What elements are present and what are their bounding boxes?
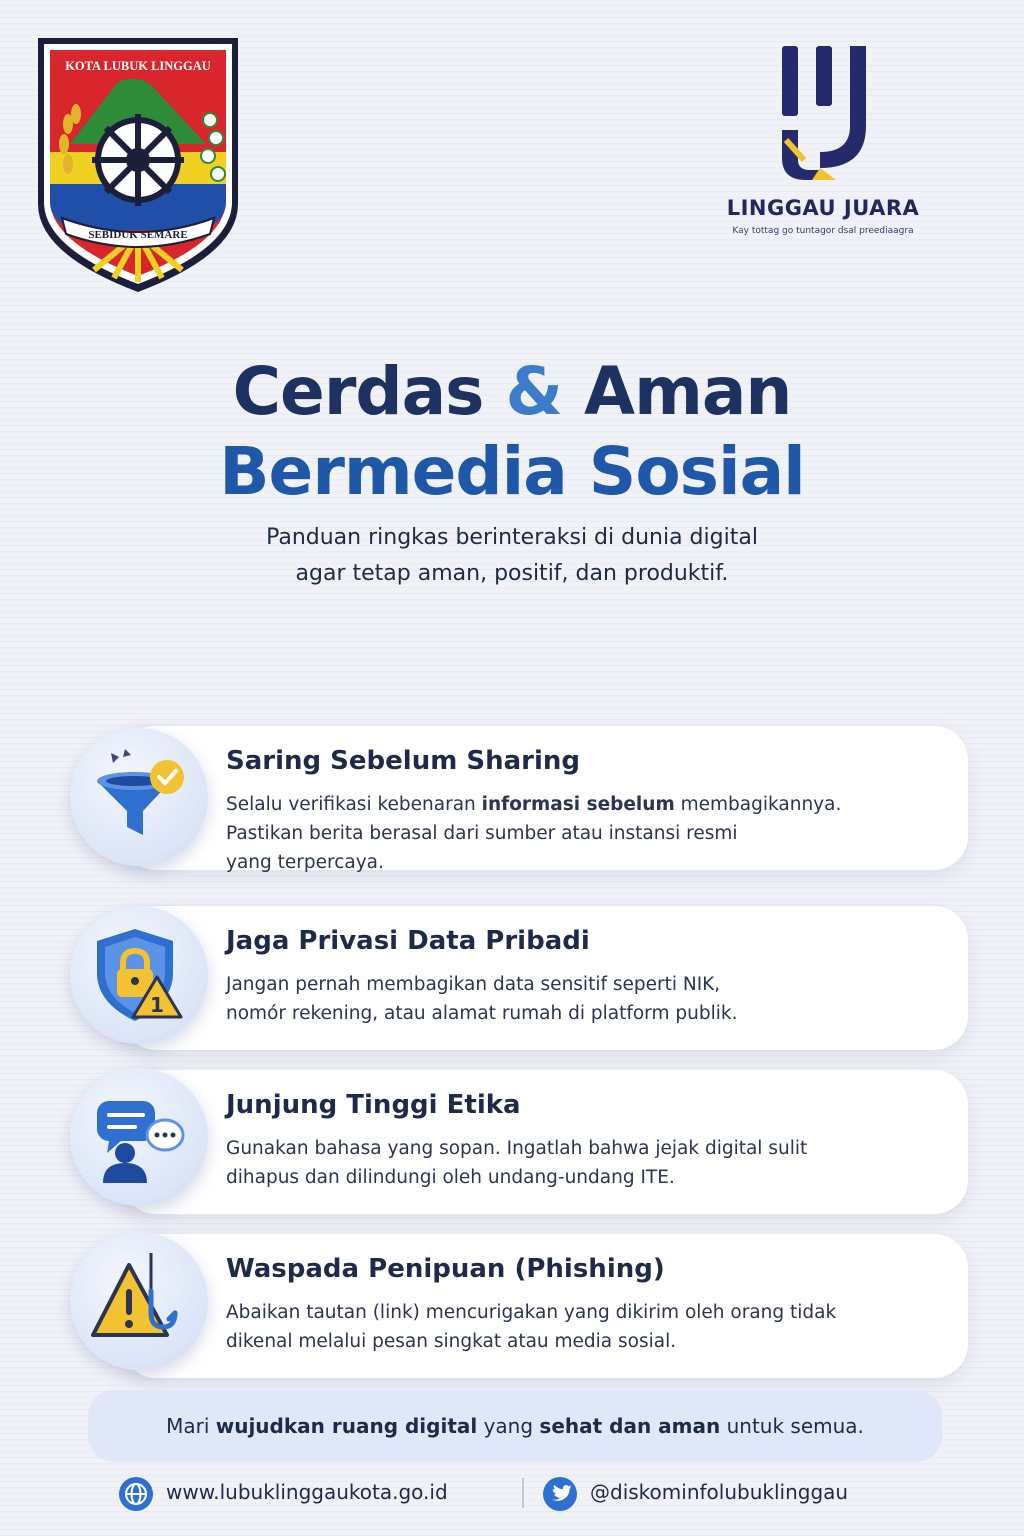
title-part2: Aman (583, 353, 792, 430)
tip-text: Selalu verifikasi kebenaran informasi sebelum membagikannya. Pastikan berita berasal dari sumber atau instansi resmi yang terpercaya. (226, 794, 842, 873)
tip-title: Waspada Penipuan (Phishing) (226, 1254, 665, 1284)
footer-twitter[interactable] (542, 1476, 942, 1512)
brand-name: LINGGAU JUARA (726, 196, 920, 220)
brand-tagline: Kay tottag go tuntagor dsal preediaagra (732, 226, 914, 236)
title-ampersand: & (505, 353, 562, 430)
title-line2: Bermedia Sosial (219, 433, 805, 510)
tip-text: Abaikan tautan (link) mencurigakan yang dikirim oleh orang tidak dikenal melalui pesan singkat atau media sosial. (226, 1302, 837, 1352)
globe-icon (118, 1476, 154, 1512)
chat-user-icon (70, 1068, 208, 1206)
funnel-check-icon (70, 728, 208, 866)
tip-title: Saring Sebelum Sharing (226, 746, 580, 776)
tip-card-saring (122, 726, 968, 873)
twitter-icon (542, 1476, 578, 1512)
subtitle-line2: agar tetap aman, positif, dan produktif. (295, 561, 729, 586)
tip-card-privasi (122, 906, 968, 1050)
footer-divider (522, 1478, 524, 1508)
svg-text:1: 1 (150, 993, 164, 1017)
closing-banner: Mari wujudkan ruang digital yang sehat dan aman untuk semua. (88, 1390, 942, 1462)
crest-motto: SEBIDUK SEMARE (88, 229, 188, 241)
page-subtitle (112, 520, 912, 592)
crest-top-text: KOTA LUBUK LINGGAU (65, 59, 211, 73)
shield-lock-icon (70, 906, 208, 1044)
tip-card-etika (122, 1070, 968, 1214)
subtitle-line1: Panduan ringkas berinteraksi di dunia digital (266, 525, 758, 550)
website-link[interactable]: www.lubuklinggaukota.go.id (166, 1480, 448, 1504)
title-part1: Cerdas (232, 353, 484, 430)
tip-title: Jaga Privasi Data Pribadi (226, 926, 590, 956)
tip-text: Jangan pernah membagikan data sensitif seperti NIK, nomór rekening, atau alamat rumah di platform publik. (226, 974, 738, 1024)
city-crest (34, 34, 242, 296)
page-title (0, 352, 1024, 512)
brand-logo (708, 40, 938, 240)
linggau-juara-mark-icon (776, 40, 872, 180)
tip-title: Junjung Tinggi Etika (226, 1090, 521, 1120)
footer-website[interactable] (118, 1476, 518, 1512)
tip-card-phishing (122, 1234, 968, 1378)
tip-text: Gunakan bahasa yang sopan. Ingatlah bahwa jejak digital sulit dihapus dan dilindungi oleh undang-undang ITE. (226, 1138, 808, 1188)
footer (0, 1468, 1024, 1518)
warning-hook-icon (70, 1232, 208, 1370)
twitter-handle[interactable]: @diskominfolubuklinggau (590, 1480, 849, 1504)
